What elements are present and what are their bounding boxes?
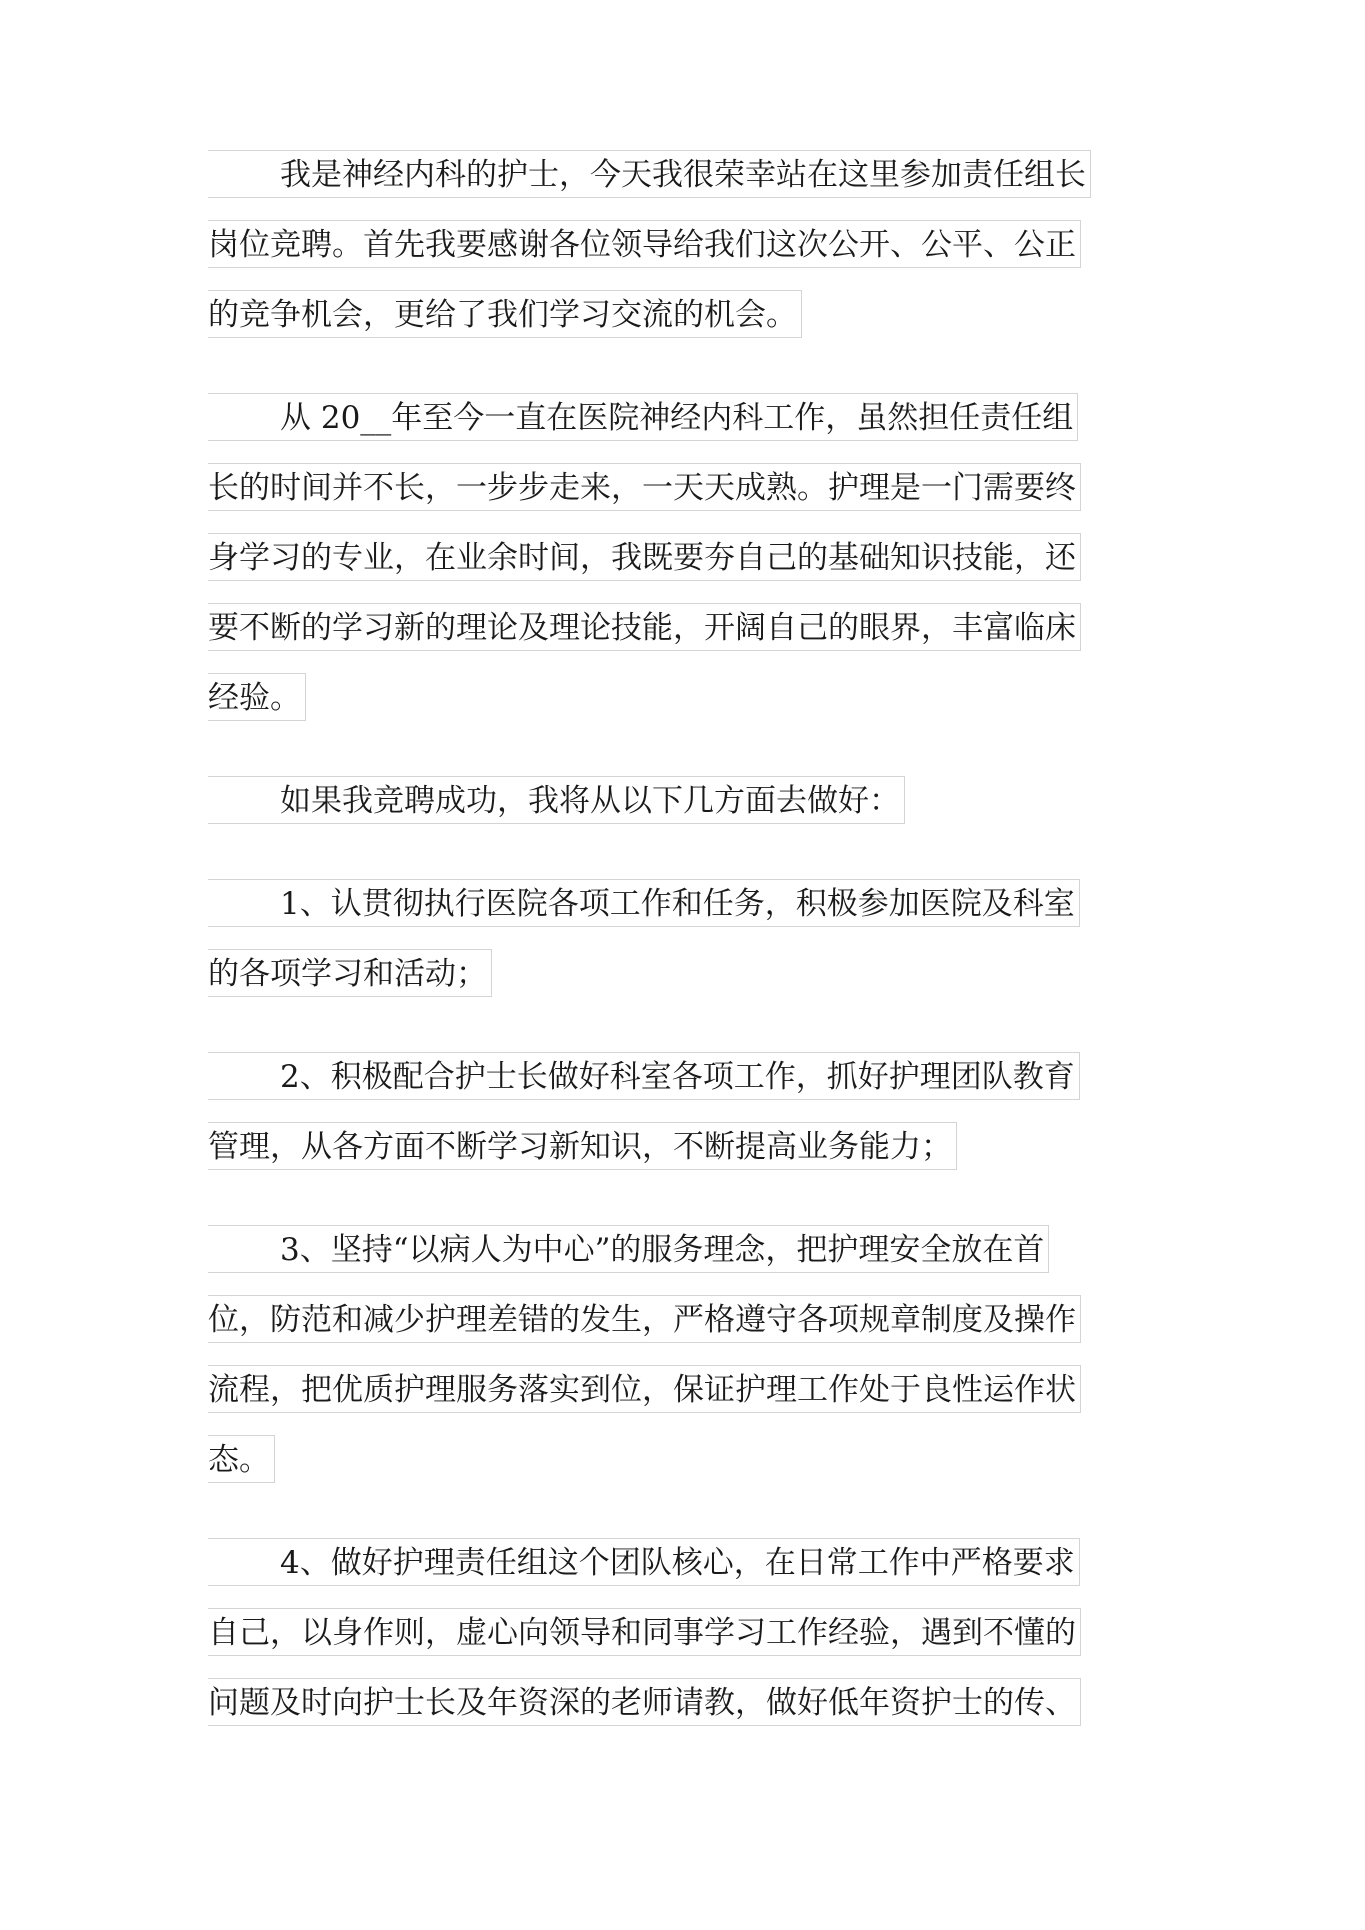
paragraph-3-line-1: 如果我竞聘成功，我将从以下几方面去做好： [208,776,905,824]
list-item-4-line-3: 问题及时向护士长及年资深的老师请教，做好低年资护士的传、 [208,1678,1081,1726]
list-item-4-line-1: 4、做好护理责任组这个团队核心，在日常工作中严格要求 [208,1538,1080,1586]
paragraph-1-line-3: 的竞争机会，更给了我们学习交流的机会。 [208,290,802,338]
list-item-2-line-1: 2、积极配合护士长做好科室各项工作，抓好护理团队教育 [208,1052,1080,1100]
list-item-2-line-2: 管理，从各方面不断学习新知识，不断提高业务能力； [208,1122,957,1170]
paragraph-1-line-1: 我是神经内科的护士，今天我很荣幸站在这里参加责任组长 [208,150,1091,198]
paragraph-2-line-5: 经验。 [208,673,306,721]
list-item-3-line-1: 3、坚持“以病人为中心”的服务理念，把护理安全放在首 [208,1225,1049,1273]
list-item-1-line-1: 1、认贯彻执行医院各项工作和任务，积极参加医院及科室 [208,879,1080,927]
list-item-1-line-2: 的各项学习和活动； [208,949,492,997]
list-item-3-line-4: 态。 [208,1435,275,1483]
paragraph-1-line-2: 岗位竞聘。首先我要感谢各位领导给我们这次公开、公平、公正 [208,220,1081,268]
paragraph-2-line-3: 身学习的专业，在业余时间，我既要夯自己的基础知识技能，还 [208,533,1081,581]
paragraph-2-line-4: 要不断的学习新的理论及理论技能，开阔自己的眼界，丰富临床 [208,603,1081,651]
list-item-3-line-2: 位，防范和减少护理差错的发生，严格遵守各项规章制度及操作 [208,1295,1081,1343]
paragraph-2-line-2: 长的时间并不长，一步步走来，一天天成熟。护理是一门需要终 [208,463,1081,511]
paragraph-2-line-1: 从 20__年至今一直在医院神经内科工作，虽然担任责任组 [208,393,1078,441]
list-item-4-line-2: 自己，以身作则，虚心向领导和同事学习工作经验，遇到不懂的 [208,1608,1081,1656]
list-item-3-line-3: 流程，把优质护理服务落实到位，保证护理工作处于良性运作状 [208,1365,1081,1413]
